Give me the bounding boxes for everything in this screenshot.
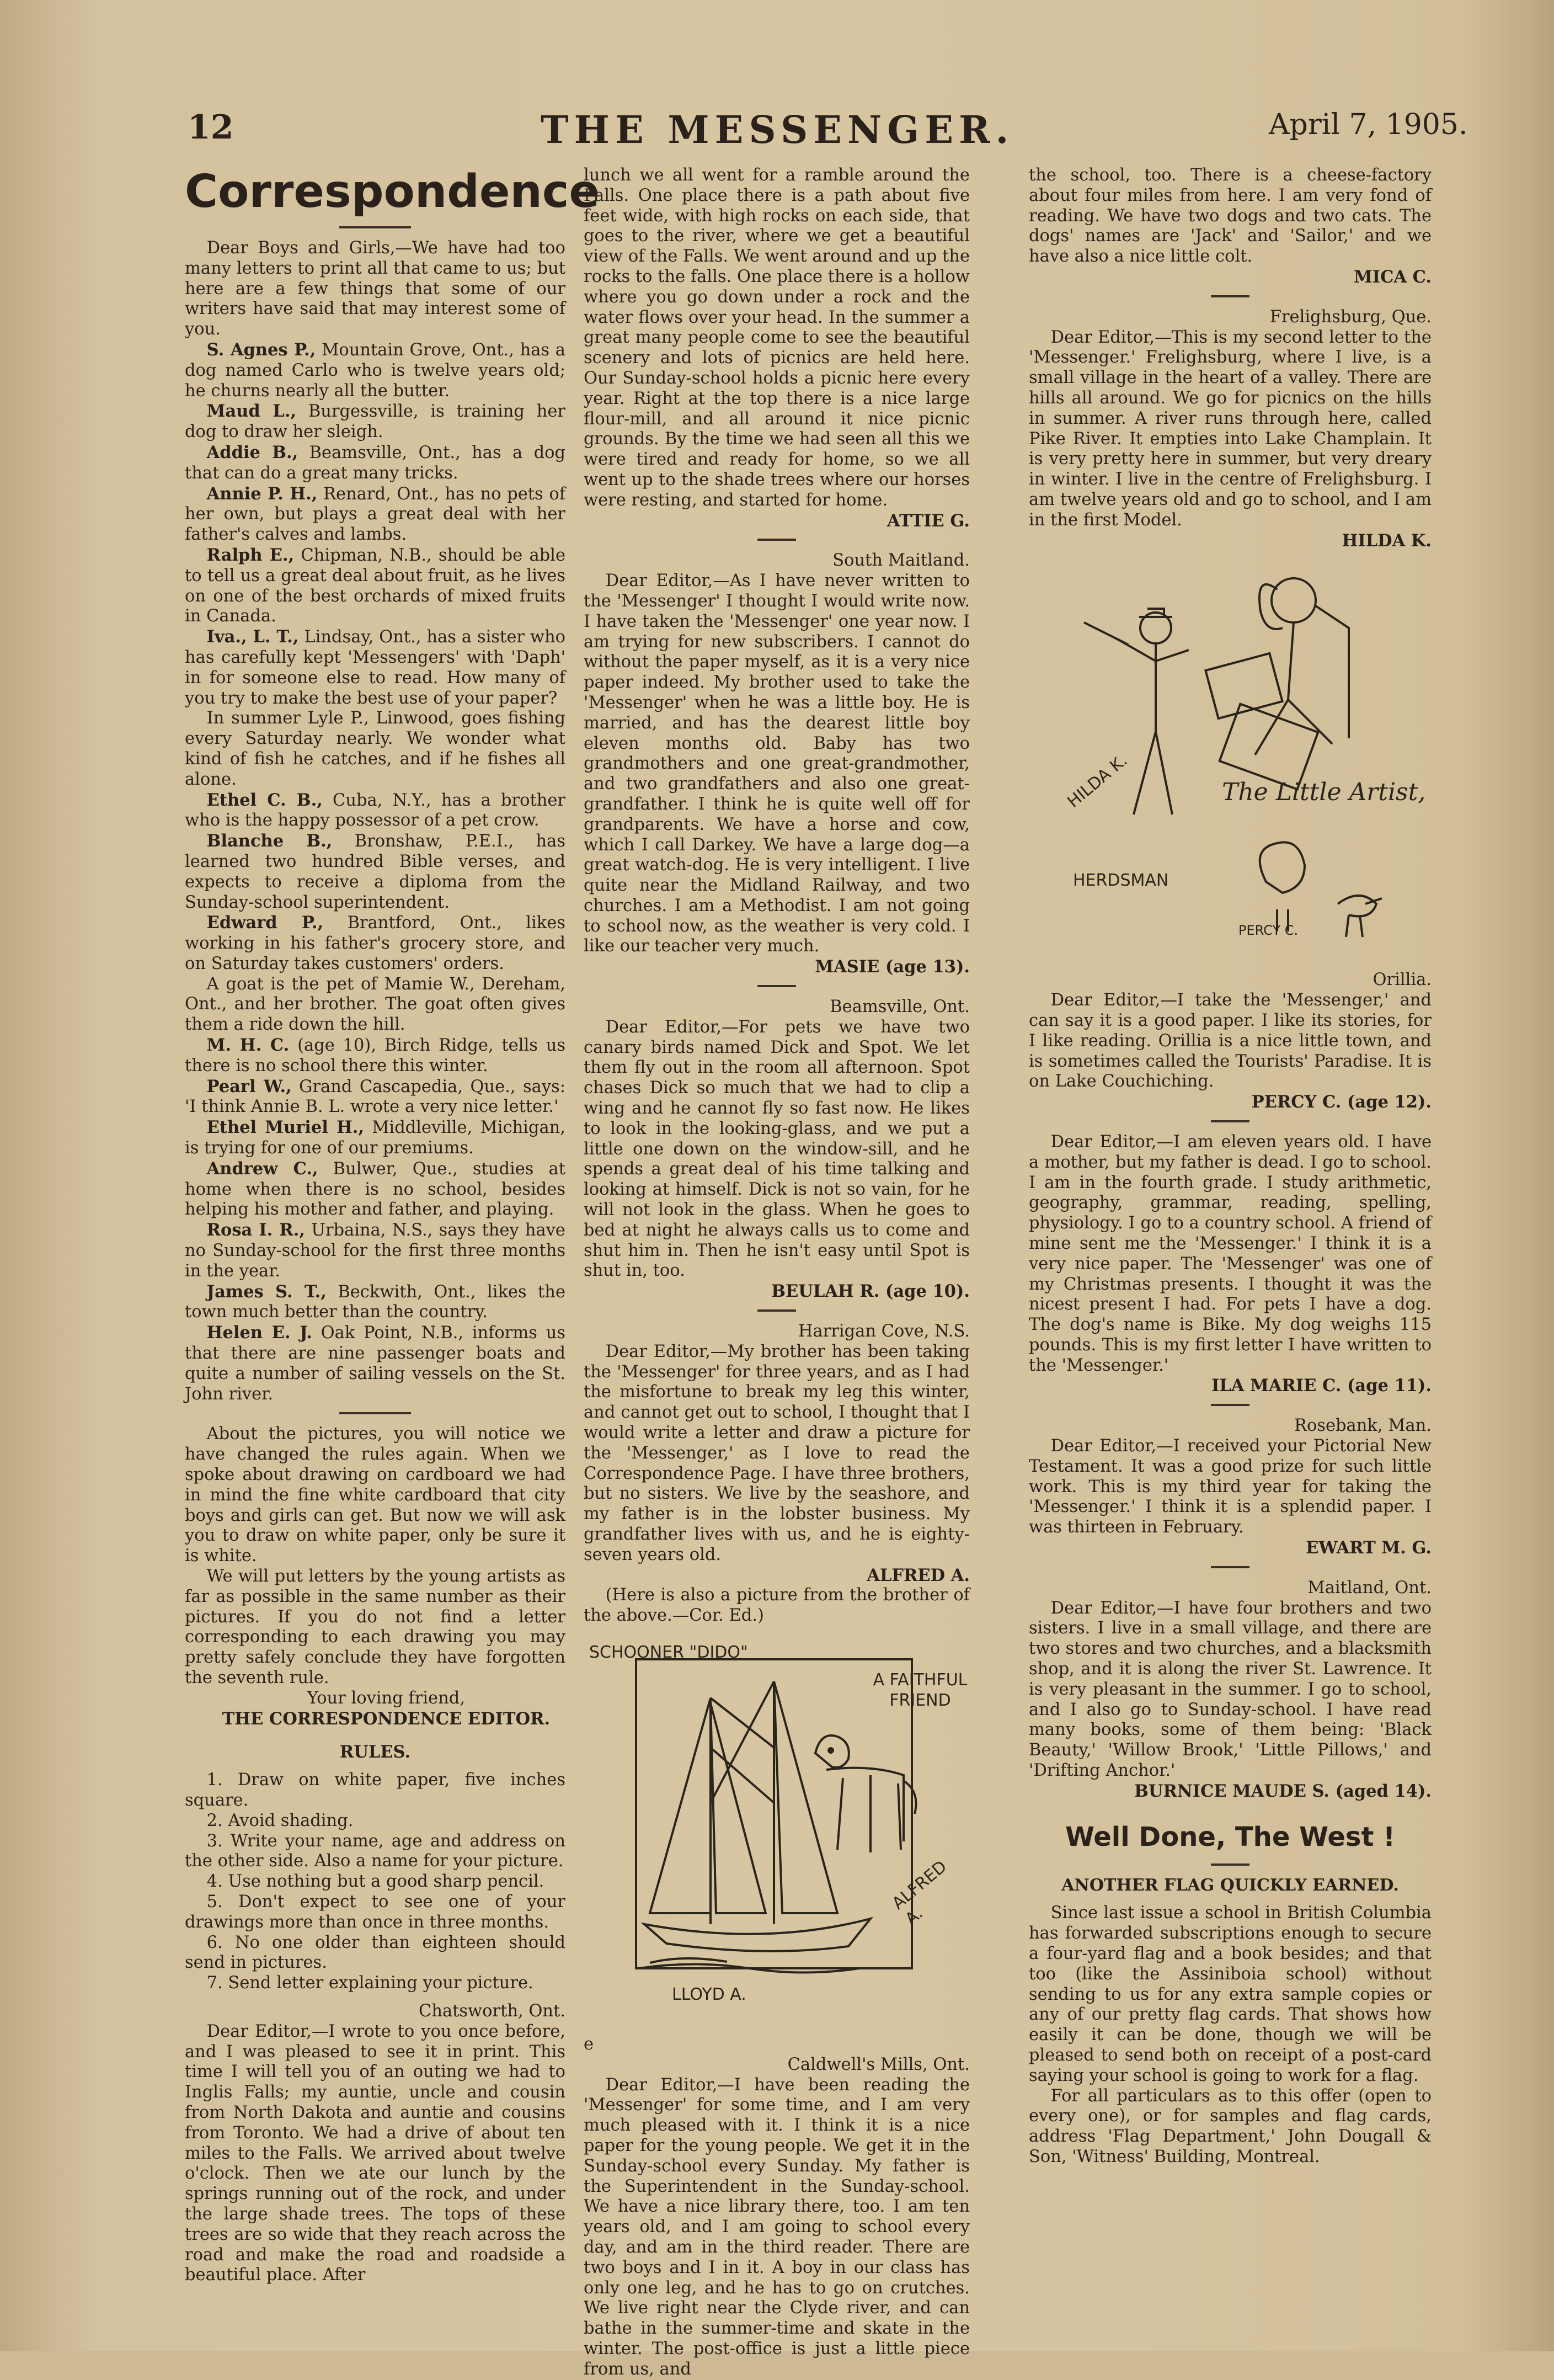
letter-signature: MASIE (age 13).	[815, 957, 970, 977]
figure-caption-alfred: ALFRED A.	[888, 1857, 951, 1929]
letter-signature: ILA MARIE C. (age 11).	[1211, 1376, 1432, 1396]
divider	[1211, 295, 1249, 297]
reader-note	[185, 1220, 565, 1281]
rule-item: 4. Use nothing but a good sharp pencil.	[206, 1872, 544, 1892]
reader-note	[185, 1077, 565, 1118]
divider	[1211, 1404, 1249, 1406]
reader-note	[185, 1117, 565, 1159]
reader-note	[185, 1282, 565, 1323]
letter-signature: BEULAH R. (age 10).	[771, 1281, 970, 1302]
reader-name: James S. T.,	[206, 1281, 327, 1302]
letter-text: Dear Editor,—I have four brothers and two sisters. I live in a small village, and there are two stores and two churches, and a blacksmith shop, and it is along the river St. Lawrence. It is very pleasant in the summer. I go to school, and I also go to Sunday-school. I have read many books, some of them being: 'Black Beauty,' 'Willow Brook,' 'Little Pillows,' and 'Drifting Anchor.'	[1029, 1598, 1432, 1781]
issue-date: April 7, 1905.	[1269, 108, 1468, 141]
divider	[757, 539, 796, 541]
drawing-herdsman-and-artist	[1029, 562, 1432, 959]
letter-text: Dear Editor,—I have been reading the 'Messenger' for some time, and I am very much pleased with it. I think it is a nice paper for the young people. We get it in the Sunday-school every Sunday. My father is the Superintendent in the Sunday-school. We have a nice library there, too. I am ten years old, and I am going to school every day, and am in the third reader. There are two boys and I in it. A boy in our class has only one leg, and he has to go on crutches. We live right near the Clyde river, and can bathe in the summer-time and skate in the winter. The post-office is just a little piece from us, and	[584, 2075, 970, 2379]
reader-note-text: In summer Lyle P., Linwood, goes fishing every Saturday nearly. We wonder what kind of fish he catches, and if he fishes all alone.	[185, 709, 565, 789]
reader-name: Iva., L. T.,	[206, 627, 299, 647]
reader-note-text: Middleville, Michigan, is trying for one of our premiums.	[185, 1118, 565, 1158]
stray-letter: e	[584, 2034, 594, 2054]
drawing-schooner-and-dog	[584, 1637, 970, 2024]
letter-text: Dear Editor,—I received your Pictorial New Testament. It was a good prize for such little work. This is my third year for taking the 'Messenger.' I think it is a splendid paper. I was thirteen in February.	[1029, 1436, 1432, 1537]
reader-name: Andrew C.,	[206, 1158, 318, 1179]
rule-item: 5. Don't expect to see one of your drawings more than once in three months.	[185, 1892, 565, 1932]
reader-note-text: Cuba, N.Y., has a brother who is the happy possessor of a pet crow.	[185, 790, 565, 830]
column-2	[584, 166, 970, 2380]
divider	[339, 226, 411, 228]
reader-note	[185, 709, 565, 790]
letter-place: South Maitland.	[832, 551, 970, 571]
reader-note	[185, 1159, 565, 1220]
reader-note-text: Brantford, Ont., likes working in his father's grocery store, and on Saturday takes customers' orders.	[185, 913, 565, 973]
letter-continued: lunch we all went for a ramble around the Falls. One place there is a path about five feet wide, with high rocks on each side, that goes to the river, where we get a beautiful view of the Falls. We went around and up the rocks to the falls. One place there is a hollow where you go down under a rock and the water flows over your head. In the summer a great many people come to see the beautiful scenery and lots of picnics are held here. Our Sunday-school holds a picnic here every year. Right at the top there is a nice large flour-mill, and all around it nice picnic grounds. By the time we had seen all this we were tired and ready for home, so we all went up to the shade trees where our horses were resting, and started for home.	[584, 166, 970, 510]
letter-text: Dear Editor,—This is my second letter to the 'Messenger.' Frelighsburg, where I live, is a small village in the heart of a valley. There are hills all around. We go for picnics on the hills in summer. A river runs through here, called Pike River. It empties into Lake Champlain. It is very pretty here in summer, but very dreary in winter. I live in the centre of Frelighsburg. I am twelve years old and go to school, and I am in the first Model.	[1029, 327, 1432, 530]
reader-note	[185, 627, 565, 709]
figure-caption-schooner: SCHOONER "DIDO"	[589, 1642, 748, 1662]
reader-note-text: Renard, Ont., has no pets of her own, but plays a great deal with her father's calves and lambs.	[185, 484, 565, 545]
reader-name: Ethel C. B.,	[206, 790, 323, 810]
closing: Your loving friend,	[307, 1688, 465, 1708]
letter-place: Harrigan Cove, N.S.	[798, 1322, 970, 1341]
reader-note	[185, 340, 565, 401]
reader-note-text: Urbaina, N.S., says they have no Sunday-school for the first three months in the year.	[185, 1221, 565, 1281]
reader-name: Annie P. H.,	[206, 483, 318, 504]
letter-text: Dear Editor,—As I have never written to the 'Messenger' I thought I would write now. I have taken the 'Messenger' one year now. I am trying for new subscribers. I cannot do without the paper myself, as it is a very nice paper indeed. My brother used to take the 'Messenger' when he was a little boy. He is married, and has the dearest little boy eleven months old. Baby has two grandmothers and one great-grandmother, and two grandfathers and also one great-grandfather. I think he is quite well off for grandparents. We have a horse and cow, which I call Darkey. We have a large dog—a great watch-dog. He is very intelligent. I live quite near the Midland Railway, and two churches. I am a Methodist. I am not going to school now, as the weather is very cold. I like our teacher very much.	[584, 571, 970, 956]
letter-place: Beamsville, Ont.	[830, 997, 970, 1017]
divider	[1211, 1120, 1249, 1122]
figure-caption-friend: A FAITHFUL FRIEND	[873, 1670, 968, 1710]
letter-text: Dear Editor,—I take the 'Messenger,' and can say it is a good paper. I like its stories, for I like reading. Orillia is a nice little town, and is sometimes called the Tourists' Paradise. It is on Lake Couchiching.	[1029, 991, 1432, 1092]
rules-heading: RULES.	[339, 1742, 411, 1763]
reader-note-text: Beamsville, Ont., has a dog that can do a great many tricks.	[185, 443, 565, 483]
reader-note	[185, 975, 565, 1035]
reader-name: Ethel Muriel H.,	[206, 1117, 365, 1138]
rule-item: 1. Draw on white paper, five inches square.	[185, 1770, 565, 1810]
editor-note: (Here is also a picture from the brother of the above.—Cor. Ed.)	[584, 1585, 970, 1626]
letter-place: Caldwell's Mills, Ont.	[787, 2054, 970, 2074]
letter-place: Orillia.	[1373, 970, 1432, 990]
letter-text: Dear Editor,—I am eleven years old. I have a mother, but my father is dead. I go to school. I am in the fourth grade. I study arithmetic, geography, grammar, reading, spelling, physiology. I go to a country school. A friend of mine sent me the 'Messenger.' I think it is a very nice paper. The 'Messenger' was one of my Christmas presents. I thought it was the nicest present I had. For pets I have a dog. The dog's name is Bike. My dog weighs 115 pounds. This is my first letter I have written to the 'Messenger.'	[1029, 1132, 1432, 1375]
editor-signature: THE CORRESPONDENCE EDITOR.	[222, 1708, 551, 1729]
reader-name: Helen E. J.	[206, 1323, 312, 1343]
reader-name: Edward P.,	[206, 913, 324, 933]
column-1	[185, 166, 600, 2286]
rule-item: 3. Write your name, age and address on the other side. Also a name for your picture.	[185, 1831, 565, 1871]
reader-note-text: Bronshaw, P.E.I., has learned two hundred Bible verses, and expects to receive a diploma from the Sunday-school superintendent.	[185, 832, 565, 912]
page-title: Correspondence	[185, 166, 600, 218]
letter-text: Dear Editor,—For pets we have two canary birds named Dick and Spot. We let them fly out in the room all afternoon. Spot chases Dick so much that we had to clip a wing and he cannot fly so fast now. He likes to look in the looking-glass, and we put a little one down on the window-sill, and he spends a great deal of his time talking and looking at himself. Dick is not so vain, for he will not look in the glass. When he goes to bed at night he always calls us to come and shut him in. Then he isn't easy until Spot is shut in, too.	[584, 1017, 970, 1281]
reader-note	[185, 401, 565, 443]
reader-note-text: Beckwith, Ont., likes the town much better than the country.	[185, 1282, 565, 1322]
divider	[757, 1309, 796, 1312]
divider	[757, 985, 796, 987]
pictures-paragraph-2: We will put letters by the young artists as far as possible in the same number as their pictures. If you do not find a letter corresponding to each drawing you may pretty safely conclude they have forgotten the seventh rule.	[185, 1567, 565, 1687]
letter-signature: EWART M. G.	[1306, 1538, 1432, 1558]
letter-place: Frelighsburg, Que.	[1269, 307, 1432, 327]
rule-item: 2. Avoid shading.	[206, 1811, 354, 1830]
reader-name: Maud L.,	[206, 401, 297, 422]
page-number: 12	[188, 108, 234, 147]
letter-place: Rosebank, Man.	[1294, 1416, 1432, 1436]
column-3	[1029, 166, 1432, 2168]
reader-note	[185, 1323, 565, 1404]
reader-note	[185, 913, 565, 974]
letter-signature: HILDA K.	[1342, 530, 1432, 551]
reader-name: Addie B.,	[206, 442, 298, 462]
subheading-flag: ANOTHER FLAG QUICKLY EARNED.	[1061, 1875, 1399, 1895]
reader-note-text: Burgessville, is training her dog to draw her sleigh.	[185, 402, 565, 442]
flag-paragraph-2: For all particulars as to this offer (open to every one), or for samples and flag cards, address 'Flag Department,' John Dougall & Son, 'Witness' Building, Montreal.	[1029, 2086, 1432, 2166]
masthead: THE MESSENGER.	[541, 108, 1014, 152]
letter-text: Dear Editor,—My brother has been taking the 'Messenger' for three years, and as I had the misfortune to break my leg this winter, and cannot get out to school, I thought that I would write a letter and draw a picture for the 'Messenger,' as I love to read the Correspondence Page. I have three brothers, but no sisters. We live by the seashore, and my father is in the lobster business. My grandfather lives with us, and he is eighty-seven years old.	[584, 1341, 970, 1564]
reader-note-text: Lindsay, Ont., has a sister who has carefully kept 'Messengers' with 'Daph' in for someone else to read. How many of you try to make the best use of your paper?	[185, 627, 565, 708]
letter-text: Dear Editor,—I wrote to you once before, and I was pleased to see it in print. This time I will tell you of an outing we had to Inglis Falls; my auntie, uncle and cousin from North Dakota and auntie and cousins from Toronto. We had a drive of about ten miles to the Falls. We arrived about twelve o'clock. Then we ate our lunch by the springs running out of the rock, and under the large shade trees. The tops of these trees are so wide that they reach across the road and make the road and roadside a beautiful place. After	[185, 2021, 565, 2285]
letter-continued: the school, too. There is a cheese-factory about four miles from here. I am very fond of reading. We have two dogs and two cats. The dogs' names are 'Jack' and 'Sailor,' and we have also a nice little colt.	[1029, 166, 1432, 267]
reader-note	[185, 484, 565, 545]
reader-note-text: Mountain Grove, Ont., has a dog named Carlo who is twelve years old; he churns nearly all the butter.	[185, 340, 565, 401]
figure-caption-herdsman: HERDSMAN	[1073, 871, 1169, 891]
reader-name: M. H. C.	[206, 1035, 290, 1056]
reader-note-text: A goat is the pet of Mamie W., Dereham, Ont., and her brother. The goat often gives them a ride down the hill.	[185, 974, 565, 1035]
reader-note	[185, 1035, 565, 1077]
reader-note	[185, 790, 565, 832]
reader-note-text: Chipman, N.B., should be able to tell us a great deal about fruit, as he lives on one of the best orchards of mixed fruits in Canada.	[185, 545, 565, 626]
letter-place: Maitland, Ont.	[1307, 1578, 1432, 1598]
figure-caption-percy: PERCY C.	[1238, 923, 1299, 939]
letter-signature: ATTIE G.	[887, 510, 970, 531]
letter-signature: PERCY C. (age 12).	[1251, 1092, 1432, 1112]
reader-name: Blanche B.,	[206, 831, 333, 851]
figure-caption-hilda: HILDA K.	[1064, 750, 1131, 812]
reader-note	[185, 443, 565, 484]
flag-paragraph: Since last issue a school in British Columbia has forwarded subscriptions enough to secure a four-yard flag and a book besides; and that too (like the Assiniboia school) without sending to us for any extra sample copies or any of our pretty flag cards. That shows how easily it can be done, though we will be pleased to send both on receipt of a post-card saying your school is going to work for a flag.	[1029, 1903, 1432, 2085]
rules-list	[185, 1770, 565, 1994]
letter-signature: ALFRED A.	[867, 1565, 970, 1585]
reader-note-text: Grand Cascapedia, Que., says: 'I think Annie B. L. wrote a very nice letter.'	[185, 1077, 566, 1117]
reader-name: Pearl W.,	[206, 1076, 292, 1096]
figure-caption-lloyd: LLOYD A.	[672, 1984, 746, 2004]
reader-note-text: Oak Point, N.B., informs us that there are nine passenger boats and quite a number of sailing vessels on the St. John river.	[185, 1323, 565, 1404]
intro-paragraph: Dear Boys and Girls,—We have had too many letters to print all that came to us; but here are a few things that some of our writers have said that may interest some of you.	[185, 238, 565, 339]
rule-item: 6. No one older than eighteen should send in pictures.	[185, 1932, 565, 1973]
divider	[1211, 1566, 1249, 1568]
reader-name: S. Agnes P.,	[206, 339, 316, 360]
divider	[339, 1412, 411, 1414]
section-heading-well-done: Well Done, The West !	[1065, 1821, 1395, 1852]
letter-place: Chatsworth, Ont.	[418, 2001, 565, 2021]
reader-note	[185, 831, 565, 913]
figure-caption-artist: The Little Artist,	[1222, 778, 1426, 807]
reader-note	[185, 545, 565, 627]
reader-note-text: Bulwer, Que., studies at home when there is no school, besides helping his mother and father, and playing.	[185, 1159, 565, 1220]
pictures-paragraph: About the pictures, you will notice we have changed the rules again. When we spoke about drawing on cardboard we had in mind the fine white cardboard that city boys and girls can get. But now we will ask you to draw on white paper, only be sure it is white.	[185, 1424, 565, 1566]
reader-name: Rosa I. R.,	[206, 1220, 306, 1240]
divider	[1211, 1863, 1249, 1866]
reader-name: Ralph E.,	[206, 545, 295, 565]
herdsman-artist-illustration	[1029, 562, 1432, 959]
reader-note-text: (age 10), Birch Ridge, tells us there is no school there this winter.	[185, 1036, 565, 1075]
reader-notes-list	[185, 340, 565, 1404]
letter-signature: BURNICE MAUDE S. (aged 14).	[1134, 1781, 1432, 1801]
rule-item: 7. Send letter explaining your picture.	[206, 1973, 533, 1993]
letter-signature: MICA C.	[1354, 267, 1432, 287]
